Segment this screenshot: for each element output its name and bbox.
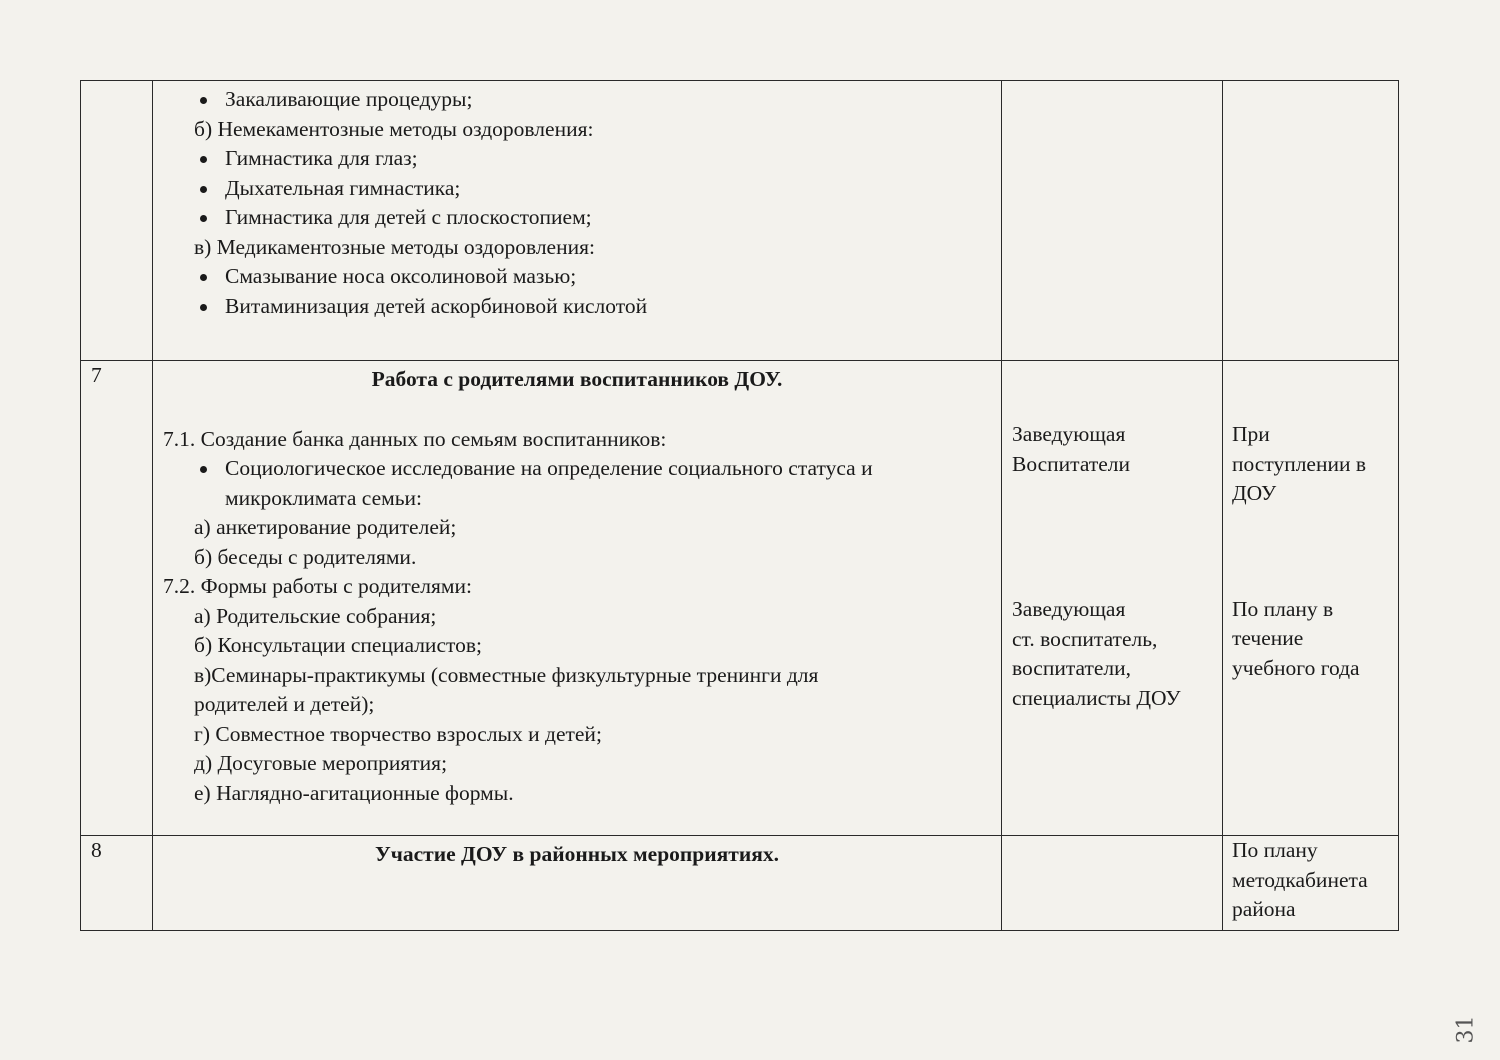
list-item: Гимнастика для детей с плоскостопием; <box>163 203 991 233</box>
section-title: Участие ДОУ в районных мероприятиях. <box>374 842 779 866</box>
term-line: учебного года <box>1232 655 1360 680</box>
list-item: а) Родительские собрания; <box>194 603 437 628</box>
term-line: методкабинета <box>1232 867 1368 892</box>
table-row <box>81 361 1399 836</box>
responsible-line: специалисты ДОУ <box>1012 685 1181 710</box>
term-cell <box>1223 836 1399 931</box>
subsection-heading: 7.1. Создание банка данных по семьям воспитанников: <box>163 426 667 451</box>
page-number: 31 <box>1453 1015 1479 1044</box>
list-item: г) Совместное творчество взрослых и детей; <box>194 721 602 746</box>
term-line: района <box>1232 897 1296 921</box>
list-item: б) беседы с родителями. <box>194 544 417 569</box>
responsible-line: Воспитатели <box>1012 451 1130 476</box>
list-item: Закаливающие процедуры; <box>163 85 991 115</box>
term-line: течение <box>1232 626 1304 650</box>
responsible-cell <box>1002 361 1223 836</box>
table-row <box>81 836 1399 931</box>
list-item: в)Семинары-практикумы (совместные физкультурные тренинги для <box>194 662 819 687</box>
activity-cell <box>153 81 1002 361</box>
term-line: По плану <box>1232 838 1318 862</box>
list-item: Смазывание носа оксолиновой мазью; <box>163 262 991 292</box>
list-item: в) Медикаментозные методы оздоровления: <box>194 234 595 259</box>
list-item: Гимнастика для глаз; <box>163 144 991 174</box>
table-row <box>81 81 1399 361</box>
list-item: б) Немекаментозные методы оздоровления: <box>194 116 594 141</box>
subsection-heading: 7.2. Формы работы с родителями: <box>163 574 473 598</box>
term-line: поступлении в <box>1232 451 1367 476</box>
section-title: Работа с родителями воспитанников ДОУ. <box>371 367 783 391</box>
list-item: б) Консультации специалистов; <box>194 633 482 657</box>
row-number-cell <box>81 81 153 361</box>
list-item-continuation: родителей и детей); <box>194 692 375 716</box>
term-line: ДОУ <box>1232 481 1277 505</box>
responsible-line: Заведующая <box>1012 597 1126 621</box>
list-item: е) Наглядно-агитационные формы. <box>194 780 514 805</box>
row-number-cell: 8 <box>81 836 153 931</box>
activity-cell <box>153 361 1002 836</box>
responsible-line: ст. воспитатель, <box>1012 626 1158 651</box>
list-item-continuation: микроклимата семьи: <box>225 485 422 510</box>
row-number-cell: 7 <box>81 361 153 836</box>
term-line: При <box>1232 422 1270 446</box>
list-item: а) анкетирование родителей; <box>194 515 457 539</box>
responsible-cell <box>1002 836 1223 931</box>
list-item: Дыхательная гимнастика; <box>163 174 991 204</box>
term-cell <box>1223 361 1399 836</box>
responsible-cell <box>1002 81 1223 361</box>
term-cell <box>1223 81 1399 361</box>
term-line: По плану в <box>1232 596 1334 621</box>
list-item: Социологическое исследование на определение социального статуса и <box>163 454 991 484</box>
responsible-line: воспитатели, <box>1012 656 1132 680</box>
list-item: д) Досуговые мероприятия; <box>194 751 448 775</box>
plan-table <box>80 80 1399 931</box>
responsible-line: Заведующая <box>1012 422 1126 446</box>
list-item: Витаминизация детей аскорбиновой кислотой <box>163 292 991 322</box>
activity-cell <box>153 836 1002 931</box>
